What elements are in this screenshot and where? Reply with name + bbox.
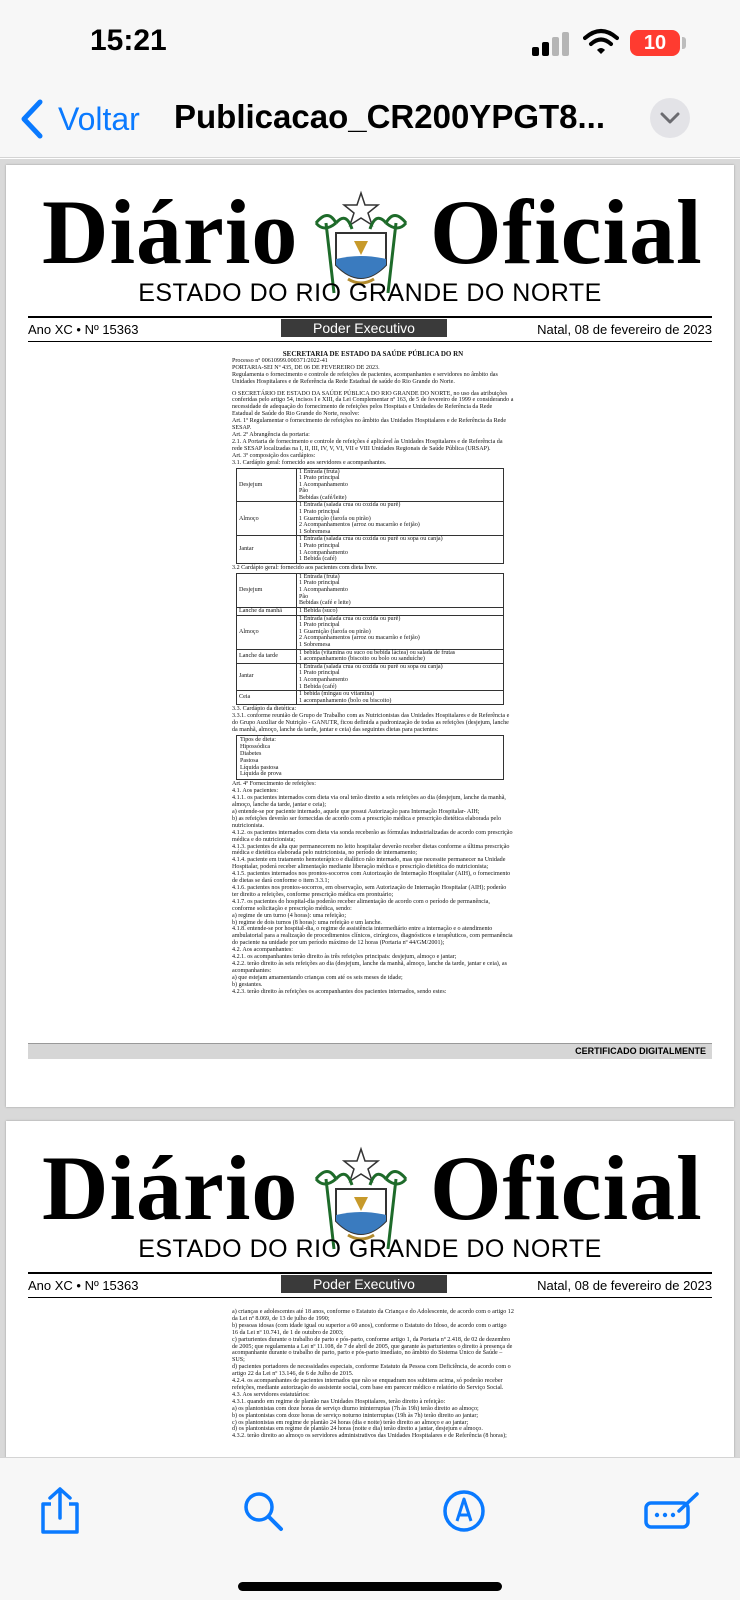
menu-item: 1 Prato principal [299, 622, 340, 629]
items-cell [297, 536, 504, 563]
text-line: 4.3.1. quando em regime de plantão nas Unidades Hospitalares, terão direito à refeição: [232, 1398, 446, 1405]
pdf-viewer[interactable] [0, 159, 740, 1457]
text-line: 4.3.2. terão direito ao almoço os servidores administrativos das Unidades Hospitalares e de Referência (8 horas); [232, 1433, 507, 1440]
menu-table-general [236, 468, 504, 564]
masthead-title-right: Oficial [430, 1137, 703, 1239]
masthead-title-left: Diário [42, 1137, 299, 1239]
cellular-signal-icon [532, 32, 572, 56]
text-line: 4.1.4. paciente em tratamento hemoterápico e dialítico não internado, mas que necessite permanecer na Unidade Hospitalar, poderá receber alimentação mediante liberação médica e prescrição dietética do nutricionista; [232, 857, 506, 871]
items-cell [297, 573, 504, 607]
meal-cell: Desjejum [237, 573, 297, 607]
table-row [237, 573, 504, 607]
pdf-page-1 [6, 165, 734, 1107]
text-line: b) gestantes. [232, 981, 263, 988]
share-icon [37, 1486, 83, 1536]
text-line: 4.1. Aos pacientes: [232, 788, 279, 795]
search-button[interactable] [238, 1486, 288, 1536]
menu-item: 1 Prato principal [299, 670, 340, 677]
table-row [237, 502, 504, 536]
text-line: Art. 4º Fornecimento de refeições: [232, 781, 316, 788]
text-line: 3.3. Cardápio da dietética: [232, 706, 297, 713]
items-cell [297, 663, 504, 690]
menu-item: Bebidas (café/leite) [299, 494, 347, 501]
pdf-page-2 [6, 1121, 734, 1457]
items-cell [297, 691, 504, 705]
meal-cell: Ceia [237, 691, 297, 705]
text-line: Líquida de prova [240, 771, 282, 778]
table-row [237, 615, 504, 649]
items-cell [297, 607, 504, 615]
menu-item: 1 Prato principal [299, 475, 340, 482]
text-line: b) as refeições deverão ser fornecidas de acordo com a prescrição médica e prescrição dietética elaborada pelo nutricionista. [232, 815, 501, 829]
menu-item: 1 acompanhamento (biscoito ou bolo ou sanduíche) [299, 656, 425, 663]
edition-bar [28, 319, 712, 341]
menu-item: Pão [299, 488, 309, 495]
text-line: 4.2. Aos acompanhantes: [232, 947, 293, 954]
text-line: c) os plantonistas em regime de plantão 24 horas (dia e noite) terão direito ao almoço e ao jantar; [232, 1419, 469, 1426]
items-cell [297, 468, 504, 502]
text-line: 4.3. Aos servidores estatutários: [232, 1391, 310, 1398]
meal-cell: Jantar [237, 536, 297, 563]
text-line: Regulamenta o fornecimento e controle de refeições de pacientes, acompanhantes e servidores no âmbito das Unidades Hospitalares e de Referência da Rede Estadual de saúde do Rio Grande do Norte. [232, 371, 498, 385]
menu-item: 1 Entrada (fruta) [299, 468, 340, 475]
text-line: 4.2.4. os acompanhantes de pacientes internados que não se enquadram nos subitens acima, só poderão receber refeições, mediante autorização do assistente social, com base em parecer médico e relatório do Serviço Social. [232, 1378, 504, 1391]
menu-item: 1 Acompanhamento [299, 676, 348, 683]
text-line: Processo nº 00610999.000371/2022-41 [232, 357, 328, 364]
section-badge: Poder Executivo [281, 1275, 447, 1293]
preamble-block [232, 391, 514, 467]
text-line: c) parturientes durante o trabalho de parto e pós-parto, conforme artigo 1, da Portaria nº 2.418, de 02 de dezembro de 2005; que regulamenta a Lei nº 11.108, de 7 de abril de 2005, que garante às parturientes o direito à presença de acompanhante durante o trabalho de parto, parto e pós-parto imediato, no âmbito do Sistema Único de Saúde – SUS; [232, 1336, 513, 1364]
text-line: 4.2.1. os acompanhantes terão direito às três refeições principais: desjejum, almoço e jantar; [232, 954, 457, 961]
share-button[interactable] [35, 1486, 85, 1536]
meal-cell: Lanche da manhã [237, 607, 297, 615]
home-indicator [238, 1582, 502, 1591]
text-line: 4.2.2. terão direito às seis refeições ao dia (desjejum, lanche da manhã, almoço, lanche da tarde, jantar e ceia), as acompanhantes: [232, 960, 507, 974]
masthead [6, 1121, 734, 1291]
text-line: Art. 1º Regulamentar o fornecimento de refeições no âmbito das Unidades Hospitalares e de Referência da Rede SESAP. [232, 418, 507, 432]
text-line: 4.1.1. os pacientes internados com dieta via oral terão direito a seis refeições ao dia (desjejum, lanche da manhã, almoço, lanche da tarde, jantar e ceia); [232, 795, 506, 809]
items-cell [297, 615, 504, 649]
text-line: 2.1. A Portaria de fornecimento e controle de refeições é aplicável às Unidades Hospitalares e de Referência da rede SESAP localizadas na I, II, III, IV, V, VI, VII e VIII Unidades Regionais de Saúde Pública (URSAP). [232, 438, 503, 452]
text-line: a) que estejam amamentando crianças com até os seis meses de idade; [232, 974, 403, 981]
menu-item: 1 Acompanhamento [299, 549, 348, 556]
text-line: Hipossódica [240, 743, 271, 750]
menu-item: 1 Sobremesa [299, 528, 331, 535]
battery-icon [630, 30, 680, 56]
chevron-down-icon [660, 112, 680, 124]
text-line: 4.1.7. os pacientes do hospital-dia poderão receber alimentação de acordo com o período de permanência, conforme solicitação e prescrição médica, sendo: [232, 898, 490, 912]
text-line: 4.1.3. pacientes de alta que permanecerem no leito hospitalar deverão receber dietas conforme a última prescrição médica e dietética elaborada pelo nutricionista, no período de internamento; [232, 843, 510, 857]
text-line: a) crianças e adolescentes até 18 anos, conforme o Estatuto da Criança e do Adolescente, de acordo com o artigo 12 da Lei nº 8.069, de 13 de julho de 1990; [232, 1309, 514, 1322]
markup-button[interactable] [439, 1486, 489, 1536]
masthead-subtitle: ESTADO DO RIO GRANDE DO NORTE [138, 279, 602, 307]
menu-item: 1 Guarnição (farofa ou pirão) [299, 628, 371, 635]
menu-item: 1 Entrada (salada crua ou cozida ou purê ou sopa ou canja) [299, 663, 443, 670]
article-4 [232, 781, 514, 995]
meal-cell: Desjejum [237, 468, 297, 502]
text-line: 3.3.1. conforme reunião de Grupo de Trabalho com as Nutricionistas das Unidades Hospitalares e de Referência e do Grupo Auxiliar de Nutrição - GANUTR, ficou definida a padronização de todas as refeições (desjejum, lanche da manhã, almoço, lanche da tarde, jantar e ceia) das seguintes dietas para pacientes: [232, 713, 510, 734]
table-row [237, 607, 504, 615]
menu-item: 2 Acompanhamentos (arroz ou macarrão e feijão) [299, 635, 420, 642]
table-row [237, 649, 504, 663]
menu-item: 1 Bebida (café) [299, 556, 337, 563]
publication-date: Natal, 08 de fevereiro de 2023 [537, 322, 712, 337]
menu-item: 1 Prato principal [299, 509, 340, 516]
menu-item: 1 Entrada (fruta) [299, 573, 340, 580]
bottom-toolbar [0, 1457, 740, 1600]
masthead-subtitle: ESTADO DO RIO GRANDE DO NORTE [138, 1235, 602, 1263]
text-line: Líquida pastosa [240, 764, 279, 771]
meal-cell: Almoço [237, 615, 297, 649]
menu-item: 1 Acompanhamento [299, 586, 348, 593]
text-line: 3.1. Cardápio geral: fornecido aos servidores e acompanhantes. [232, 459, 387, 466]
text-line: 4.1.5. pacientes internados nos prontos-socorros com Autorização de Internação Hospitalar (AIH), o fornecimento de dietas se dará conforme o item 3.3.1; [232, 871, 511, 885]
chevron-left-icon [20, 99, 44, 139]
section-badge: Poder Executivo [281, 319, 447, 337]
menu-item: 1 Bebida (suco) [299, 607, 338, 614]
text-line: Art. 2º Abrangência da portaria: [232, 431, 310, 438]
certification-label: CERTIFICADO DIGITALMENTE [575, 1046, 706, 1056]
table-row [237, 663, 504, 690]
edition-number: Ano XC • Nº 15363 [28, 322, 139, 337]
table-row [237, 468, 504, 502]
meal-cell: Almoço [237, 502, 297, 536]
menu-item: 1 Entrada (salada crua ou cozida ou purê) [299, 615, 401, 622]
intro-block [232, 358, 514, 386]
menu-item: 1 Entrada (salada crua ou cozida ou purê ou sopa ou canja) [299, 536, 443, 543]
document-body [232, 1309, 514, 1440]
section-3-3 [232, 706, 514, 734]
menu-item: 1 Prato principal [299, 580, 340, 587]
status-time: 15:21 [90, 24, 167, 57]
text-line: 4.1.8. entende-se por hospital-dia, o regime de assistência intermediário entre a internação e o atendimento ambulatorial para a realização de procedimentos clínicos, cirúrgicos, diagnósticos e terapêuticos, com permanência do paciente na unidade por um período máximo de 12 horas (Portaria nº 44/GM/2001); [232, 926, 513, 947]
form-fill-button[interactable] [642, 1486, 702, 1536]
menu-item: 1 Guarnição (farofa ou pirão) [299, 515, 371, 522]
divider [28, 316, 712, 318]
navigation-bar [0, 84, 740, 158]
text-line: 4.1.6. pacientes nos prontos-socorros, em observação, sem Autorização de Internação Hospitalar (AIH); poderão ter direito a refeições, conforme prescrição médica em prontuário; [232, 884, 507, 898]
diet-types-box [236, 735, 504, 780]
items-cell [297, 649, 504, 663]
masthead-title-right: Oficial [430, 181, 703, 283]
battery-level: 10 [643, 32, 667, 54]
paragraph: 3.2 Cardápio geral: fornecido aos pacientes com dieta livre. [232, 564, 378, 571]
menu-table-patients [236, 573, 504, 706]
menu-item: 1 Sobremesa [299, 641, 331, 648]
menu-item: 1 Acompanhamento [299, 481, 348, 488]
divider [28, 341, 712, 342]
form-fill-icon [643, 1491, 701, 1531]
table-row [237, 691, 504, 705]
menu-item: 1 bebida (vitamina ou suco ou bebida láctea) ou salada de frutas [299, 649, 456, 656]
document-body [232, 351, 514, 995]
menu-item: 1 Bebida (café) [299, 683, 337, 690]
publication-date: Natal, 08 de fevereiro de 2023 [537, 1278, 712, 1293]
meal-cell: Jantar [237, 663, 297, 690]
meal-cell: Lanche da tarde [237, 649, 297, 663]
masthead-title-left: Diário [42, 181, 299, 283]
menu-item: 1 acompanhamento (bolo ou biscoito) [299, 697, 392, 704]
divider [28, 1272, 712, 1274]
menu-item: 2 Acompanhamentos (arroz ou macarrão e feijão) [299, 522, 420, 529]
text-line: a) entende-se por paciente internado, aquele que possui Autorização para Internação Hospitalar- AIH; [232, 809, 480, 815]
text-line: 4.1.2. os pacientes internados com dieta via sonda receberão as fórmulas industrializadas de acordo com prescrição médica e do nutricionista; [232, 829, 513, 843]
certification-bar [28, 1043, 712, 1059]
text-line: a) regime de um turno (4 horas): uma refeição; [232, 912, 347, 919]
text-line: b) regime de dois turnos (8 horas): uma refeição e um lanche. [232, 919, 382, 926]
text-line: b) os plantonistas com doze horas de serviço noturno ininterruptas (19h às 7h) terão direito ao jantar; [232, 1412, 479, 1419]
text-line: a) os plantonistas com doze horas de serviço diurno ininterruptas (7h às 19h) terão direito ao almoço; [232, 1405, 479, 1412]
text-line: Pastosa [240, 757, 259, 764]
table-row [237, 536, 504, 563]
text-line: 4.2.3. terão direito às refeições os acompanhantes dos pacientes internados, sendo estes: [232, 988, 447, 995]
text-line: PORTARIA-SEI Nº 435, DE 06 DE FEVEREIRO DE 2023. [232, 364, 380, 371]
back-label: Voltar [58, 100, 140, 137]
battery-nub [682, 37, 686, 49]
items-cell [297, 502, 504, 536]
section-heading: SECRETARIA DE ESTADO DA SAÚDE PÚBLICA DO RN [282, 350, 464, 358]
text-line: b) pessoas idosas (com idade igual ou superior a 60 anos), conforme o Estatuto do Idoso, de acordo com o artigo 16 da Lei nº 10.741, de 1 de outubro de 2003; [232, 1322, 507, 1336]
text-line: Diabetes [240, 750, 262, 757]
edition-number: Ano XC • Nº 15363 [28, 1278, 139, 1293]
back-button[interactable] [20, 94, 140, 144]
document-title: Publicacao_CR200YPGT8... [174, 98, 606, 135]
menu-item: 1 Entrada (salada crua ou cozida ou purê) [299, 502, 401, 509]
search-icon [241, 1489, 285, 1533]
text-line: d) os plantonistas em regime de plantão 24 horas (noite e dia) terão direito a jantar, desjejum e almoço. [232, 1426, 483, 1433]
menu-item: 1 bebida (mingau ou vitamina) [299, 691, 375, 698]
text-line: Art. 3º composição dos cardápios: [232, 452, 316, 459]
masthead [6, 165, 734, 335]
edition-bar [28, 1275, 712, 1297]
title-menu-button[interactable] [650, 98, 690, 138]
divider [28, 1297, 712, 1298]
text-line: Tipos de dieta: [240, 736, 276, 743]
markup-icon [441, 1488, 487, 1534]
text-line: O SECRETÁRIO DE ESTADO DA SAÚDE PÚBLICA DO RIO GRANDE DO NORTE, no uso das atribuições conferidas pelo artigo 54, incisos I e XIII, da Lei Complementar nº 163, de 5 de fevereiro de 1999 e considerando a necessidade de adequação do fornecimento de refeições pelos Hospitais e Unidades de Referência da Rede Estadual de Saúde do Rio Grande do Norte, resolve: [232, 390, 514, 418]
menu-item: Pão [299, 593, 309, 600]
menu-item: Bebidas (café e leite) [299, 600, 351, 607]
wifi-icon [583, 28, 619, 61]
text-line: d) pacientes portadores de necessidades especiais, conforme Estatuto da Pessoa com Deficiência, de acordo com o artigo 22 da Lei nº 13.146, de 6 de Julho de 2015. [232, 1364, 511, 1378]
menu-item: 1 Prato principal [299, 543, 340, 550]
status-bar [0, 0, 740, 84]
